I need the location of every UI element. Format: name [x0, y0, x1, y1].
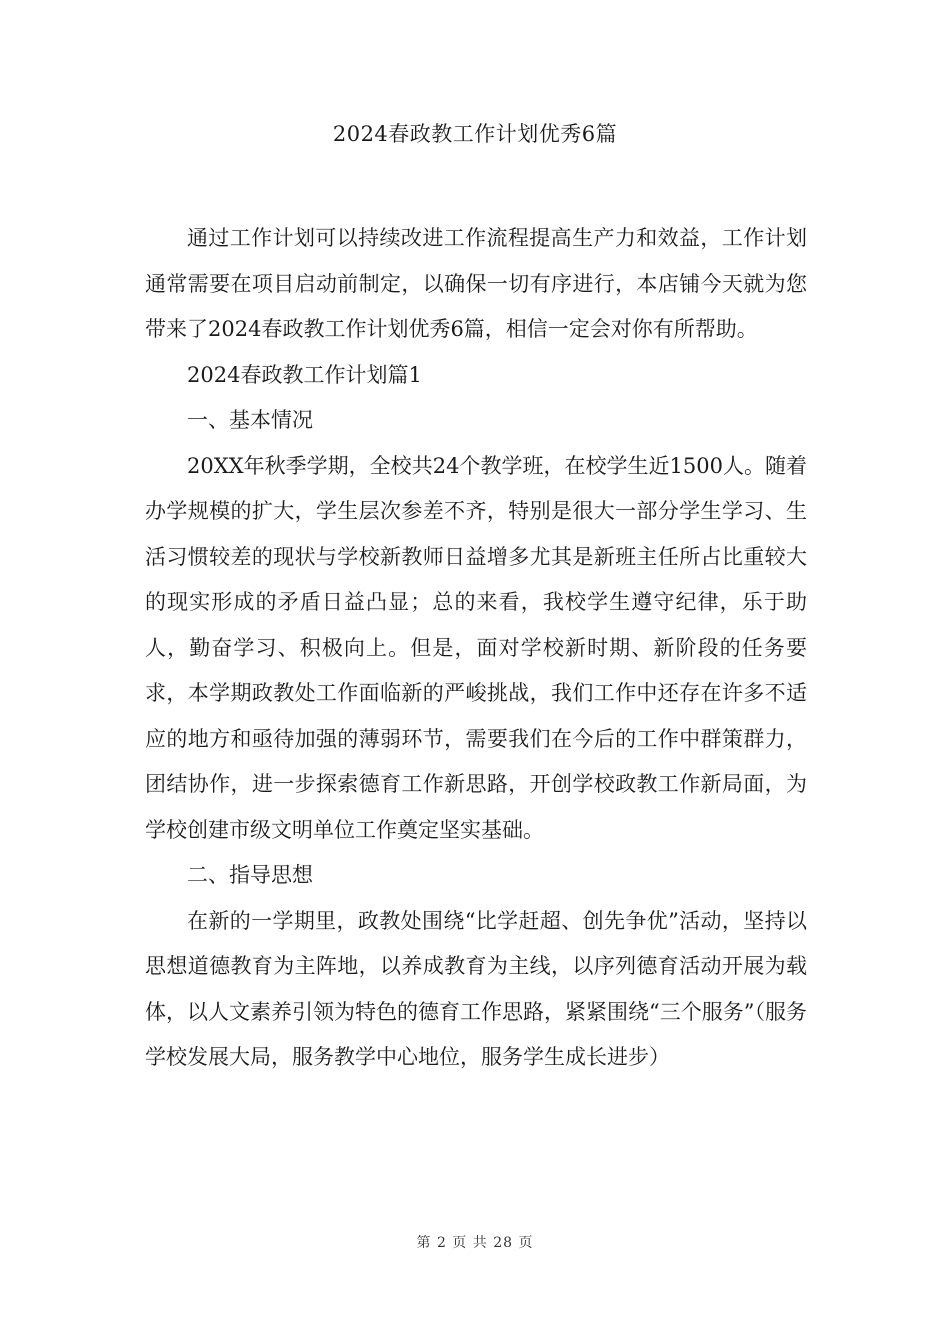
section-title: 2024春政教工作计划篇1 [187, 362, 422, 387]
heading-guiding-ideology: 二、指导思想 [187, 863, 313, 887]
guiding-ideology-paragraph: 在新的一学期里，政教处围绕“比学赶超、创先争优”活动，坚持以思想道德教育为主阵地，以养成教育为主线，以序列德育活动开展为载体，以人文素养引领为特色的德育工作思路，紧紧围绕“三个服务”（服务学校发展大局，服务教学中心地位，服务学生成长进步） [145, 908, 807, 1069]
page-number-footer: 第 2 页 共 28 页 [416, 1235, 534, 1251]
intro-paragraph: 通过工作计划可以持续改进工作流程提高生产力和效益，工作计划通常需要在项目启动前制定，以确保一切有序进行，本店铺今天就为您带来了2024春政教工作计划优秀6篇，相信一定会对你有所帮助。 [145, 226, 807, 341]
heading-basic-situation: 一、基本情况 [187, 408, 313, 432]
document-body [145, 216, 807, 1081]
document-title: 2024春政教工作计划优秀6篇 [332, 122, 618, 146]
basic-situation-paragraph: 20XX年秋季学期，全校共24个教学班，在校学生近1500人。随着办学规模的扩大，学生层次参差不齐，特别是很大一部分学生学习、生活习惯较差的现状与学校新教师日益增多尤其是新班主任所占比重较大的现实形成的矛盾日益凸显；总的来看，我校学生遵守纪律，乐于助人，勤奋学习、积极向上。但是，面对学校新时期、新阶段的任务要求，本学期政教处工作面临新的严峻挑战，我们工作中还存在许多不适应的地方和亟待加强的薄弱环节，需要我们在今后的工作中群策群力，团结协作，进一步探索德育工作新思路，开创学校政教工作新局面，为学校创建市级文明单位工作奠定坚实基础。 [145, 453, 807, 842]
